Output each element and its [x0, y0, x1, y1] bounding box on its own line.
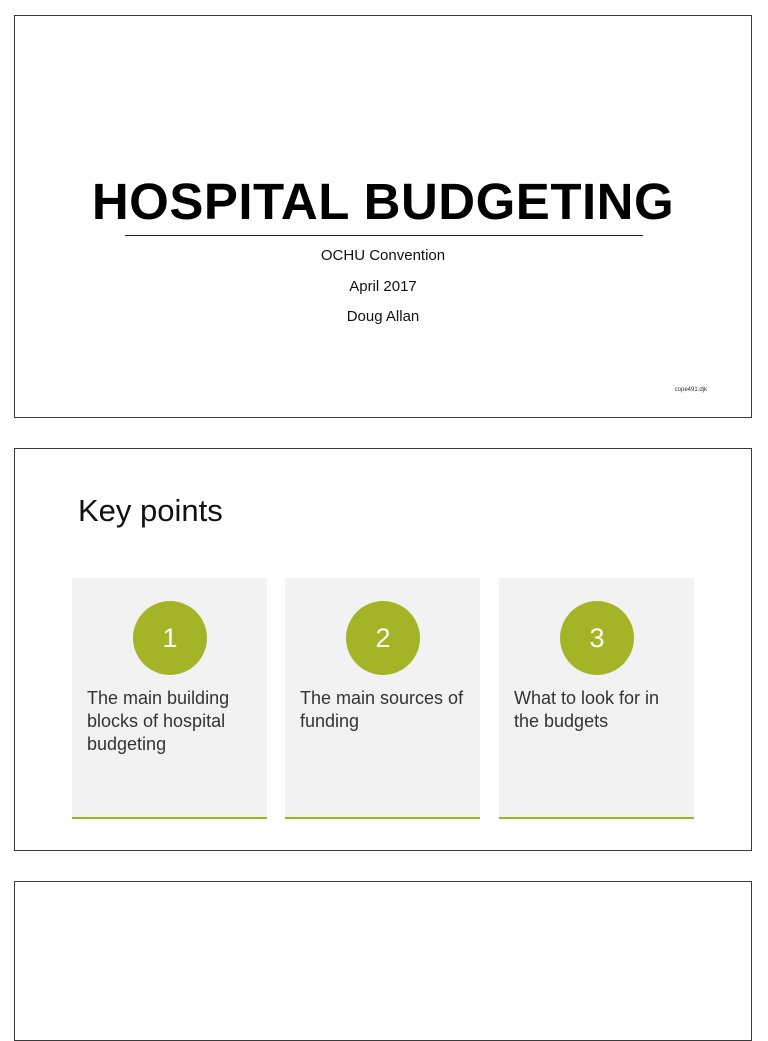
footer-code: cope491:djk	[674, 387, 707, 393]
number-badge: 1	[133, 601, 207, 675]
presenter-name: Doug Allan	[346, 308, 420, 325]
key-point-card	[499, 578, 694, 819]
key-point-text: The main building blocks of hospital budgeting	[87, 688, 230, 754]
slide-title: HOSPITAL BUDGETING	[91, 173, 675, 230]
title-underline	[125, 235, 643, 236]
key-point-text: What to look for in the budgets	[514, 688, 660, 731]
key-point-card	[285, 578, 480, 819]
slide-heading: Key points	[78, 493, 223, 528]
key-point-card	[72, 578, 267, 819]
number-badge: 2	[346, 601, 420, 675]
event-date: April 2017	[349, 278, 417, 295]
title-slide	[14, 15, 752, 418]
number-badge: 3	[560, 601, 634, 675]
event-name: OCHU Convention	[320, 247, 446, 264]
blank-slide	[14, 881, 752, 1041]
key-point-text: The main sources of funding	[300, 688, 464, 731]
key-points-slide	[14, 448, 752, 851]
